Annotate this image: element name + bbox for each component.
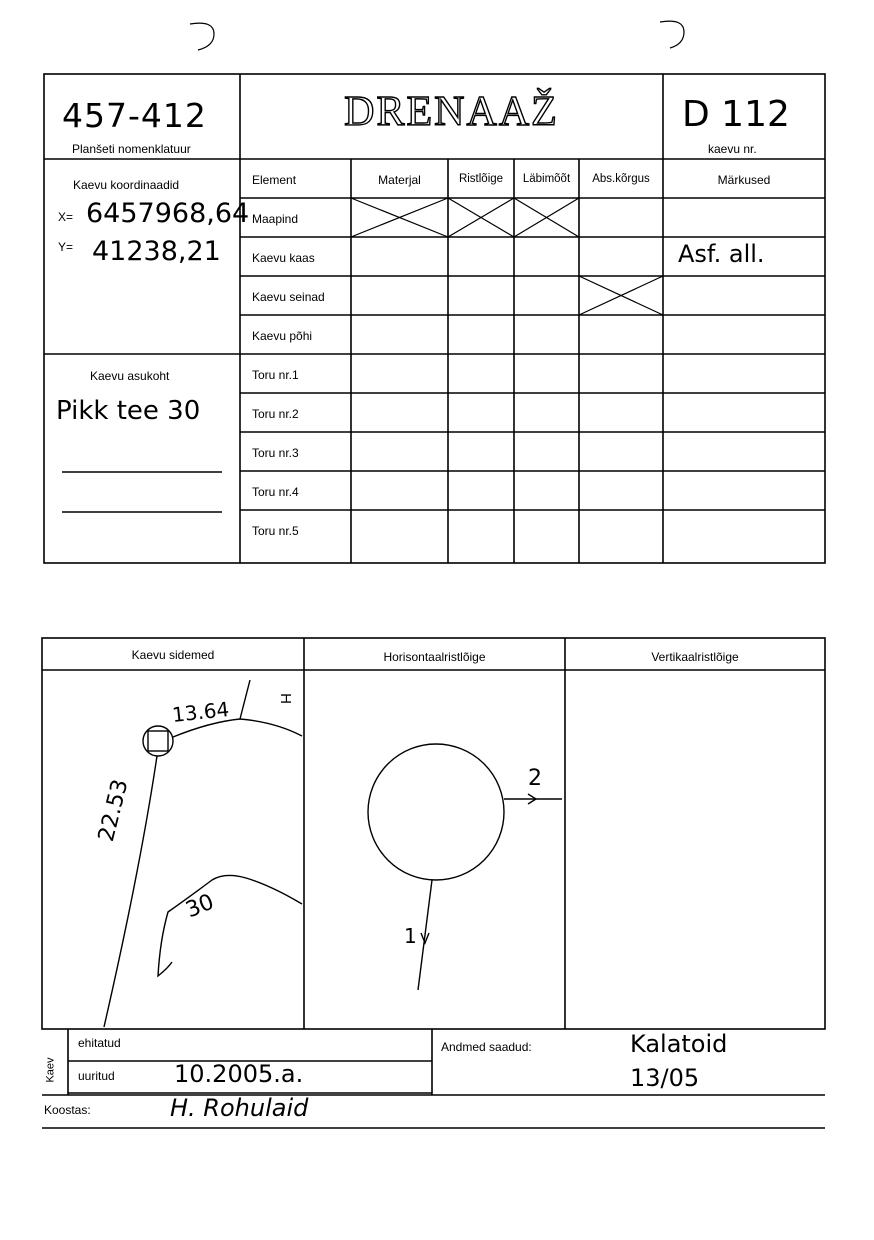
row-element-label: Toru nr.1	[252, 368, 299, 382]
header-element: Element	[252, 173, 297, 187]
dimension-top: 13.64	[170, 697, 231, 727]
y-prefix: Y=	[58, 240, 74, 254]
header-cross-section: Ristlõige	[458, 173, 504, 185]
well-number: D 112	[682, 94, 790, 135]
header-elevation: Abs.kõrgus	[592, 173, 650, 185]
row-element-label: Toru nr.4	[252, 485, 299, 499]
note-well-cover: Asf. all.	[678, 240, 765, 268]
surveyed-label: uuritud	[78, 1069, 115, 1083]
pipe-1-label: 1	[404, 924, 417, 948]
compiled-by-label: Koostas:	[44, 1103, 91, 1117]
row-element-label: Kaevu seinad	[252, 290, 325, 304]
plan-number-label: Planšeti nomenklatuur	[72, 142, 191, 156]
built-label: ehitatud	[78, 1036, 121, 1050]
data-received-value: Kalatoid	[630, 1030, 728, 1058]
row-element-label: Kaevu kaas	[252, 251, 315, 265]
row-element-label: Toru nr.2	[252, 407, 299, 421]
row-element-label: Kaevu põhi	[252, 329, 313, 343]
dimension-left: 22.53	[94, 776, 134, 845]
location-value: Pikk tee 30	[56, 396, 201, 426]
well-connections-title: Kaevu sidemed	[131, 648, 215, 662]
row-element-label: Maapind	[252, 212, 299, 226]
header-material: Materjal	[378, 173, 421, 187]
y-coordinate-value: 41238,21	[92, 236, 221, 267]
horizontal-section-title: Horisontaalristlõige	[383, 650, 486, 664]
location-label: Kaevu asukoht	[90, 369, 170, 383]
pipe-2-label: 2	[528, 766, 542, 791]
compiled-by-value: H. Rohulaid	[170, 1094, 309, 1122]
row-element-label: Toru nr.3	[252, 446, 299, 460]
x-coordinate-value: 6457968,64	[86, 198, 250, 229]
row-element-label: Toru nr.5	[252, 524, 299, 538]
data-received-label: Andmed saadud:	[441, 1040, 532, 1054]
header-notes: Märkused	[717, 173, 771, 187]
coordinates-label: Kaevu koordinaadid	[73, 178, 180, 192]
plan-number: 457-412	[62, 96, 207, 135]
well-side-label: Kaev	[44, 1057, 57, 1083]
vertical-section-title: Vertikaalristlõige	[651, 650, 739, 664]
house-letter: H	[276, 693, 294, 704]
surveyed-value: 10.2005.a.	[174, 1060, 304, 1088]
well-number-label: kaevu nr.	[708, 142, 757, 156]
header-diameter: Läbimõõt	[522, 173, 571, 185]
x-prefix: X=	[58, 210, 74, 224]
data-received-date: 13/05	[630, 1064, 700, 1092]
house-number: 30	[182, 889, 218, 924]
form-title: DRENAAŽ	[344, 89, 559, 135]
sketch-lines	[104, 680, 302, 1027]
